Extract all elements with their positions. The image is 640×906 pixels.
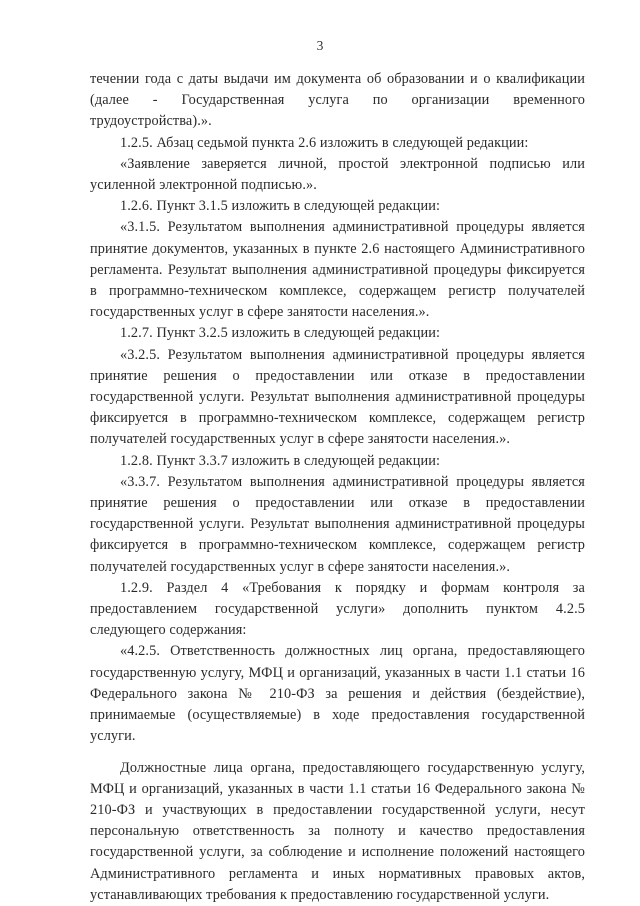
paragraph-item-1-2-7: 1.2.7. Пункт 3.2.5 изложить в следующей редакции: <box>120 325 441 342</box>
paragraph-continuation: течении года с даты выдачи им документа об образовании и о квалификации (далее - Государственная услуга по организации временного трудоустройства).». <box>90 71 585 130</box>
paragraph-item-1-2-9: 1.2.9. Раздел 4 «Требования к порядку и формам контроля за предоставлением государственной услуги» дополнить пунктом 4.2.5 следующего содержания: <box>90 579 585 639</box>
paragraph-quote-3-1-5: «3.1.5. Результатом выполнения административной процедуры является принятие документов, указанных в пункте 2.6 настоящего Административного регламента. Результат выполнения административной процедуры фиксируется в программно-техническом комплексе, содержащем регистр получателей государственных услуг в сфере занятости населения.». <box>90 219 585 321</box>
paragraph-quote-3-2-5: «3.2.5. Результатом выполнения административной процедуры является принятие решения о предоставлении или отказе в предоставлении государственной услуги. Результат выполнения административной процедуры фиксируется в программно-техническом комплексе, содержащем регистр получателей государственных услуг в сфере занятости населения.». <box>90 346 585 448</box>
paragraph-item-1-2-5: 1.2.5. Абзац седьмой пункта 2.6 изложить в следующей редакции: <box>120 134 529 151</box>
paragraph-responsibility: Должностные лица органа, предоставляющего государственную услугу, МФЦ и организаций, указанных в части 1.1 статьи 16 Федерального закона № 210-ФЗ и участвующих в предоставлении государственной услуги, несут персональную ответственность за полноту и качество предоставления государственной услуги, за соблюдение и исполнение положений настоящего Административного регламента и иных нормативных правовых актов, устанавливающих требования к предоставлению государственной услуги. <box>90 759 585 903</box>
paragraph-item-1-2-6: 1.2.6. Пункт 3.1.5 изложить в следующей редакции: <box>120 198 441 215</box>
paragraph-quote-3-3-7: «3.3.7. Результатом выполнения административной процедуры является принятие решения о предоставлении или отказе в предоставлении государственной услуги. Результат выполнения административной процедуры фиксируется в программно-техническом комплексе, содержащем регистр получателей государственных услуг в сфере занятости населения.». <box>90 473 585 575</box>
paragraph-item-1-2-8: 1.2.8. Пункт 3.3.7 изложить в следующей редакции: <box>120 452 441 469</box>
paragraph-quote-signature: «Заявление заверяется личной, простой электронной подписью или усиленной электронной подписью.». <box>90 155 585 194</box>
paragraph-quote-4-2-5: «4.2.5. Ответственность должностных лиц органа, предоставляющего государственную услугу, МФЦ и организаций, указанных в части 1.1 статьи 16 Федерального закона № 210-ФЗ за решения и действия (бездействие), принимаемые (осуществляемые) в ходе предоставления государственной услуги. <box>90 643 585 745</box>
document-body <box>90 69 585 906</box>
page-number: 3 <box>316 38 324 53</box>
